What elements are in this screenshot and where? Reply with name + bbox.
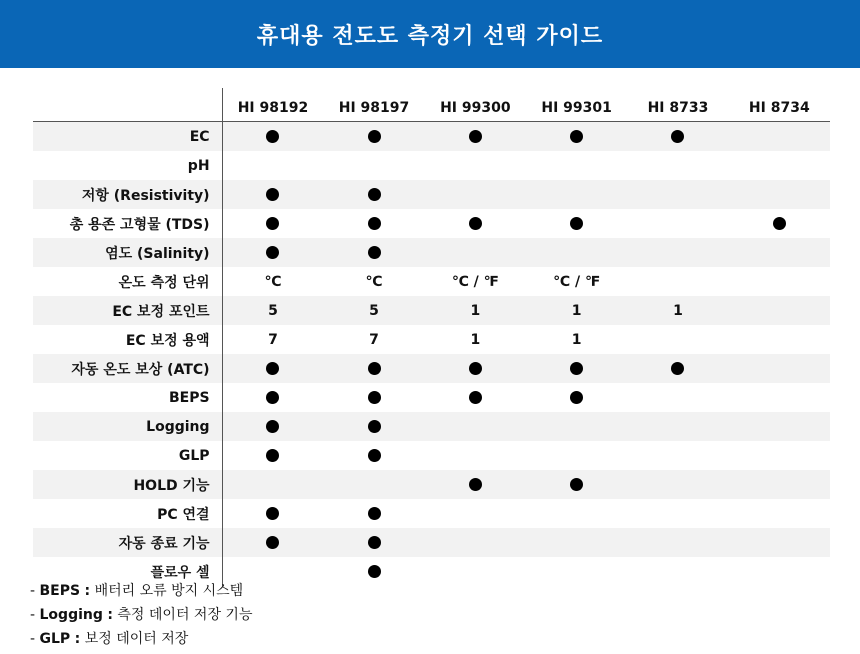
feature-cell bbox=[323, 354, 424, 383]
supported-dot-icon bbox=[773, 217, 786, 230]
supported-dot-icon bbox=[368, 565, 381, 578]
row-label: 자동 종료 기능 bbox=[33, 528, 222, 557]
supported-dot-icon bbox=[266, 217, 279, 230]
value-cell bbox=[425, 557, 526, 586]
table-row bbox=[33, 528, 830, 557]
value-cell: 1 bbox=[526, 325, 627, 354]
feature-cell bbox=[222, 354, 323, 383]
row-label: GLP bbox=[33, 441, 222, 470]
row-label: PC 연결 bbox=[33, 499, 222, 528]
feature-cell bbox=[526, 383, 627, 412]
supported-dot-icon bbox=[671, 362, 684, 375]
feature-cell bbox=[222, 209, 323, 238]
corner-cell bbox=[33, 88, 222, 122]
supported-dot-icon bbox=[368, 130, 381, 143]
value-cell: 7 bbox=[222, 325, 323, 354]
value-cell bbox=[526, 238, 627, 267]
value-cell bbox=[627, 267, 728, 296]
value-cell bbox=[627, 383, 728, 412]
value-cell bbox=[425, 499, 526, 528]
table-row bbox=[33, 180, 830, 209]
footnote-term: Logging bbox=[39, 607, 103, 623]
footnotes bbox=[30, 579, 252, 651]
product-header: HI 99301 bbox=[526, 88, 627, 122]
page-title: 휴대용 전도도 측정기 선택 가이드 bbox=[256, 23, 604, 49]
footnote-term: GLP bbox=[39, 631, 71, 647]
value-cell bbox=[729, 151, 830, 180]
table-row bbox=[33, 296, 830, 325]
value-cell bbox=[729, 238, 830, 267]
supported-dot-icon bbox=[570, 478, 583, 491]
title-banner bbox=[0, 0, 860, 68]
feature-cell bbox=[627, 122, 728, 152]
supported-dot-icon bbox=[368, 217, 381, 230]
supported-dot-icon bbox=[266, 130, 279, 143]
value-cell: ℃ / ℉ bbox=[425, 267, 526, 296]
value-cell bbox=[627, 180, 728, 209]
feature-cell bbox=[222, 122, 323, 152]
supported-dot-icon bbox=[368, 362, 381, 375]
value-cell bbox=[729, 354, 830, 383]
value-cell bbox=[222, 151, 323, 180]
value-cell: ℃ bbox=[222, 267, 323, 296]
feature-cell bbox=[323, 122, 424, 152]
value-cell bbox=[729, 499, 830, 528]
value-cell: 1 bbox=[526, 296, 627, 325]
supported-dot-icon bbox=[570, 217, 583, 230]
feature-cell bbox=[323, 238, 424, 267]
feature-cell bbox=[425, 354, 526, 383]
feature-cell bbox=[323, 557, 424, 586]
supported-dot-icon bbox=[570, 391, 583, 404]
feature-cell bbox=[323, 209, 424, 238]
product-header: HI 8734 bbox=[729, 88, 830, 122]
value-cell bbox=[627, 151, 728, 180]
value-cell bbox=[526, 557, 627, 586]
value-cell bbox=[627, 441, 728, 470]
row-label: 플로우 셀 bbox=[33, 557, 222, 586]
value-cell: 1 bbox=[627, 296, 728, 325]
table-row bbox=[33, 499, 830, 528]
footnote: - BEPS : 배터리 오류 방지 시스템 bbox=[30, 583, 244, 599]
feature-cell bbox=[526, 122, 627, 152]
feature-cell bbox=[323, 180, 424, 209]
table-row bbox=[33, 354, 830, 383]
feature-cell bbox=[222, 499, 323, 528]
value-cell bbox=[222, 470, 323, 499]
feature-cell bbox=[222, 441, 323, 470]
product-header: HI 8733 bbox=[627, 88, 728, 122]
supported-dot-icon bbox=[266, 391, 279, 404]
footnote-desc: 측정 데이터 저장 기능 bbox=[117, 607, 253, 623]
supported-dot-icon bbox=[368, 536, 381, 549]
feature-cell bbox=[425, 209, 526, 238]
value-cell: 5 bbox=[222, 296, 323, 325]
value-cell bbox=[526, 180, 627, 209]
supported-dot-icon bbox=[266, 246, 279, 259]
value-cell bbox=[627, 499, 728, 528]
value-cell: ℃ bbox=[323, 267, 424, 296]
table-row bbox=[33, 383, 830, 412]
value-cell bbox=[627, 470, 728, 499]
value-cell: ℃ / ℉ bbox=[526, 267, 627, 296]
value-cell bbox=[729, 412, 830, 441]
table-row bbox=[33, 267, 830, 296]
row-label: 염도 (Salinity) bbox=[33, 238, 222, 267]
value-cell bbox=[729, 180, 830, 209]
value-cell bbox=[729, 122, 830, 152]
row-label: 총 용존 고형물 (TDS) bbox=[33, 209, 222, 238]
footnote-desc: 배터리 오류 방지 시스템 bbox=[94, 583, 244, 599]
header-row bbox=[33, 88, 830, 122]
value-cell bbox=[425, 412, 526, 441]
feature-cell bbox=[222, 238, 323, 267]
value-cell bbox=[729, 296, 830, 325]
value-cell bbox=[627, 325, 728, 354]
feature-cell bbox=[425, 122, 526, 152]
table-row bbox=[33, 151, 830, 180]
row-label: HOLD 기능 bbox=[33, 470, 222, 499]
feature-cell bbox=[526, 354, 627, 383]
value-cell bbox=[627, 209, 728, 238]
supported-dot-icon bbox=[266, 420, 279, 433]
supported-dot-icon bbox=[469, 478, 482, 491]
value-cell bbox=[627, 557, 728, 586]
feature-cell bbox=[222, 412, 323, 441]
feature-cell bbox=[323, 499, 424, 528]
supported-dot-icon bbox=[570, 130, 583, 143]
table-row bbox=[33, 412, 830, 441]
value-cell bbox=[425, 151, 526, 180]
value-cell: 1 bbox=[425, 325, 526, 354]
value-cell bbox=[425, 238, 526, 267]
value-cell bbox=[729, 267, 830, 296]
value-cell bbox=[729, 383, 830, 412]
product-header: HI 99300 bbox=[425, 88, 526, 122]
footnote: - GLP : 보정 데이터 저장 bbox=[30, 631, 189, 647]
supported-dot-icon bbox=[368, 246, 381, 259]
feature-cell bbox=[425, 470, 526, 499]
value-cell bbox=[323, 470, 424, 499]
table-row bbox=[33, 441, 830, 470]
value-cell bbox=[425, 528, 526, 557]
supported-dot-icon bbox=[266, 536, 279, 549]
value-cell bbox=[729, 441, 830, 470]
row-label: 자동 온도 보상 (ATC) bbox=[33, 354, 222, 383]
table-row bbox=[33, 238, 830, 267]
supported-dot-icon bbox=[368, 449, 381, 462]
footnote-term: BEPS bbox=[39, 583, 81, 599]
value-cell bbox=[425, 441, 526, 470]
feature-cell bbox=[222, 383, 323, 412]
value-cell bbox=[526, 412, 627, 441]
value-cell bbox=[729, 470, 830, 499]
feature-cell bbox=[526, 209, 627, 238]
value-cell: 1 bbox=[425, 296, 526, 325]
feature-cell bbox=[323, 412, 424, 441]
supported-dot-icon bbox=[368, 188, 381, 201]
supported-dot-icon bbox=[570, 362, 583, 375]
supported-dot-icon bbox=[469, 130, 482, 143]
table-row bbox=[33, 209, 830, 238]
feature-cell bbox=[729, 209, 830, 238]
supported-dot-icon bbox=[368, 507, 381, 520]
product-header: HI 98197 bbox=[323, 88, 424, 122]
supported-dot-icon bbox=[368, 391, 381, 404]
value-cell bbox=[526, 151, 627, 180]
value-cell bbox=[627, 412, 728, 441]
row-label: Logging bbox=[33, 412, 222, 441]
value-cell bbox=[425, 180, 526, 209]
supported-dot-icon bbox=[671, 130, 684, 143]
value-cell bbox=[627, 238, 728, 267]
feature-cell bbox=[425, 383, 526, 412]
value-cell bbox=[729, 528, 830, 557]
value-cell: 7 bbox=[323, 325, 424, 354]
row-label: BEPS bbox=[33, 383, 222, 412]
product-header: HI 98192 bbox=[222, 88, 323, 122]
value-cell: 5 bbox=[323, 296, 424, 325]
footnote: - Logging : 측정 데이터 저장 기능 bbox=[30, 607, 253, 623]
table-row bbox=[33, 122, 830, 152]
feature-cell bbox=[526, 470, 627, 499]
table-row bbox=[33, 470, 830, 499]
value-cell bbox=[526, 499, 627, 528]
feature-cell bbox=[323, 528, 424, 557]
feature-cell bbox=[222, 528, 323, 557]
value-cell bbox=[729, 325, 830, 354]
feature-cell bbox=[627, 354, 728, 383]
row-label: EC 보정 포인트 bbox=[33, 296, 222, 325]
row-label: EC 보정 용액 bbox=[33, 325, 222, 354]
footnote-desc: 보정 데이터 저장 bbox=[84, 631, 189, 647]
supported-dot-icon bbox=[266, 188, 279, 201]
supported-dot-icon bbox=[266, 507, 279, 520]
comparison-table bbox=[33, 88, 830, 586]
value-cell bbox=[729, 557, 830, 586]
feature-cell bbox=[323, 383, 424, 412]
value-cell bbox=[526, 528, 627, 557]
row-label: pH bbox=[33, 151, 222, 180]
supported-dot-icon bbox=[469, 362, 482, 375]
supported-dot-icon bbox=[469, 217, 482, 230]
row-label: 저항 (Resistivity) bbox=[33, 180, 222, 209]
table-row bbox=[33, 325, 830, 354]
value-cell bbox=[526, 441, 627, 470]
value-cell bbox=[627, 528, 728, 557]
value-cell bbox=[323, 151, 424, 180]
supported-dot-icon bbox=[266, 449, 279, 462]
supported-dot-icon bbox=[266, 362, 279, 375]
supported-dot-icon bbox=[368, 420, 381, 433]
feature-cell bbox=[222, 180, 323, 209]
row-label: EC bbox=[33, 122, 222, 152]
supported-dot-icon bbox=[469, 391, 482, 404]
row-label: 온도 측정 단위 bbox=[33, 267, 222, 296]
feature-cell bbox=[323, 441, 424, 470]
